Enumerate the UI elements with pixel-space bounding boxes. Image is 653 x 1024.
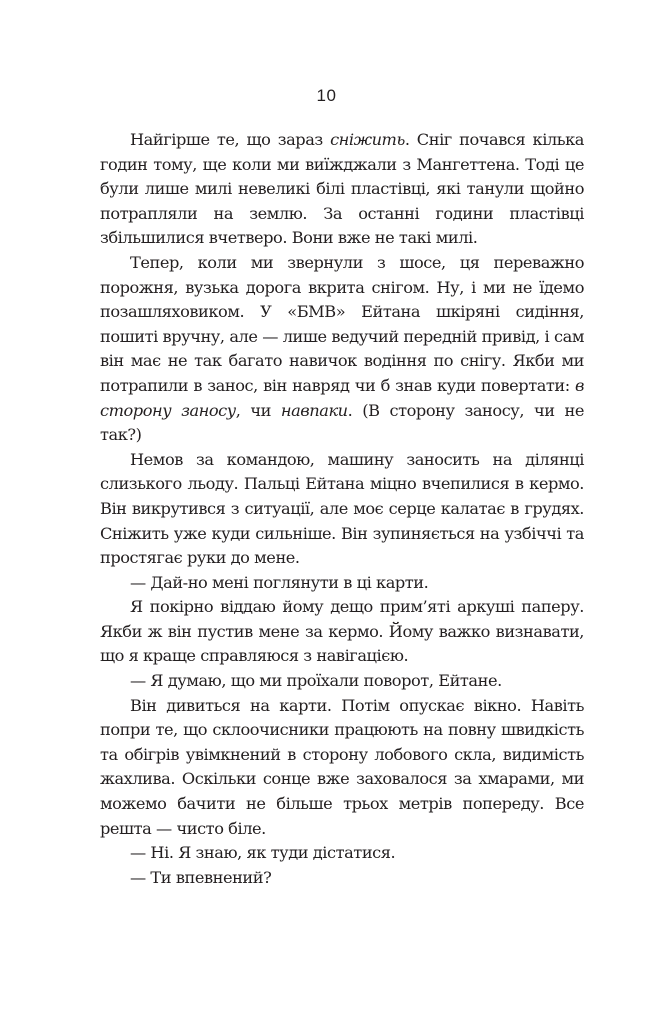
text-run: — Дай-но мені поглянути в ці карти.	[130, 572, 429, 592]
text-run: Немов за командою, машину заносить на ділянці слизького льоду. Пальці Ейтана міцно вчепилися в кермо. Він викрутився з ситуації, але моє серце калатає в грудях. Сніжить уже куди сильніше. Він зупиняється на узбіччі та простягає руки до мене.	[100, 449, 584, 568]
paragraph	[100, 841, 584, 866]
text-run: — Ти впевнений?	[130, 867, 272, 887]
text-run: — Я думаю, що ми проїхали поворот, Ейтане.	[130, 671, 502, 691]
paragraph	[100, 128, 584, 251]
paragraph	[100, 669, 584, 694]
text-run: Він дивиться на карти. Потім опускає вікно. Навіть попри те, що склоочисники працюють на повну швидкість та обігрів увімкнений в сторону лобового скла, видимість жахлива. Оскільки сонце вже заховалося за хмарами, ми можемо бачити не більше трьох метрів попереду. Все решта — чисто біле.	[100, 695, 584, 838]
text-run: , чи	[235, 400, 281, 420]
emphasis-text: навпаки	[280, 400, 348, 420]
text-run: Я покірно віддаю йому дещо прим’яті аркуші паперу. Якби ж він пустив мене за кермо. Йому важко визнавати, що я краще справляюся з навігацією.	[100, 597, 584, 666]
text-run: Найгірше те, що зараз	[130, 130, 331, 149]
text-run: — Ні. Я знаю, як туди дістатися.	[130, 843, 396, 863]
emphasis-text: в сторону заносу	[100, 375, 584, 420]
text-run: . (В сторону заносу, чи не так?)	[100, 400, 584, 445]
text-run: Тепер, коли ми звернули з шосе, ця переважно порожня, вузька дорога вкрита снігом. Ну, і ми не їдемо позашляховиком. У «БМВ» Ейтана шкіряні сидіння, пошиті вручну, але — лише ведучий передній привід, і сам він має не так багато навичок водіння по снігу. Якби ми потрапили в занос, він навряд чи б знав куди повертати:	[100, 252, 584, 395]
paragraph	[100, 595, 584, 669]
paragraph	[100, 694, 584, 842]
paragraph	[100, 866, 584, 891]
emphasis-text: сніжить	[330, 130, 405, 149]
paragraph	[100, 448, 584, 571]
page-number: 10	[316, 86, 337, 105]
paragraph	[100, 571, 584, 596]
book-text-body	[100, 128, 584, 890]
paragraph	[100, 251, 584, 448]
text-run: . Сніг почався кілька годин тому, ще коли ми виїжджали з Мангеттена. Тоді це були лише милі невеликі білі пластівці, які танули щойно потрапляли на землю. За останні години пластівці збільшилися вчетверо. Вони вже не такі милі.	[100, 130, 584, 248]
